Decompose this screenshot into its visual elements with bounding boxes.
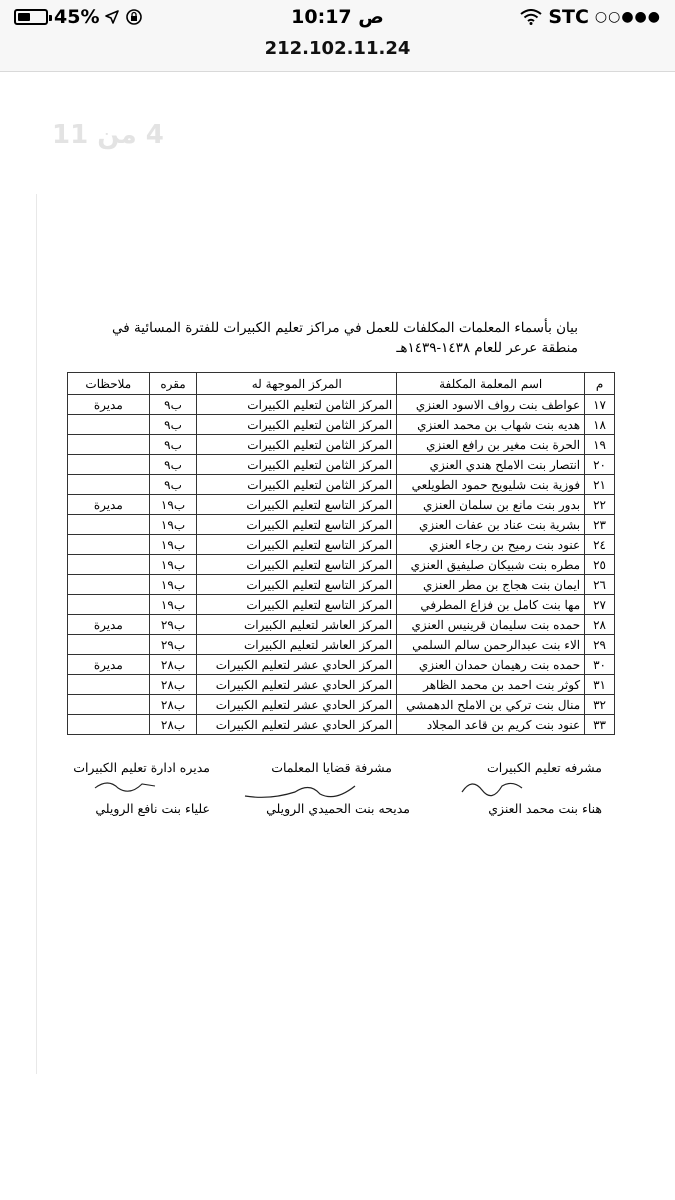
signature-middle <box>240 760 410 816</box>
wifi-icon <box>520 9 542 25</box>
signature-left-title: مديره ادارة تعليم الكبيرات <box>73 760 210 775</box>
header-center: المركز الموجهة له <box>197 373 397 395</box>
cell-number: ١٨ <box>585 415 615 435</box>
cell-headquarters: ب١٩ <box>149 555 197 575</box>
cell-name: حمده بنت سليمان قرينيس العنزي <box>397 615 585 635</box>
battery-percent: 45% <box>54 6 100 28</box>
cell-name: عنود بنت رميح بن رجاء العنزي <box>397 535 585 555</box>
cell-headquarters: ب٩ <box>149 475 197 495</box>
cell-number: ٢٣ <box>585 515 615 535</box>
cell-notes <box>68 475 150 495</box>
cell-name: منال بنت تركي بن الاملح الدهمشي <box>397 695 585 715</box>
cell-number: ٢٠ <box>585 455 615 475</box>
cell-headquarters: ب٢٩ <box>149 615 197 635</box>
cell-notes <box>68 595 150 615</box>
cell-headquarters: ب١٩ <box>149 515 197 535</box>
cell-notes <box>68 635 150 655</box>
cell-number: ٣٠ <box>585 655 615 675</box>
cell-number: ١٩ <box>585 435 615 455</box>
cell-center: المركز التاسع لتعليم الكبيرات <box>197 535 397 555</box>
cell-number: ٣٢ <box>585 695 615 715</box>
cell-center: المركز الثامن لتعليم الكبيرات <box>197 415 397 435</box>
cell-notes <box>68 675 150 695</box>
signature-scribble <box>452 772 532 802</box>
teachers-table <box>67 372 615 735</box>
cell-headquarters: ب٢٩ <box>149 635 197 655</box>
status-right <box>520 6 661 28</box>
cell-headquarters: ب١٩ <box>149 495 197 515</box>
table-row <box>68 595 615 615</box>
cell-number: ٣٣ <box>585 715 615 735</box>
cell-notes <box>68 535 150 555</box>
signature-scribble <box>240 772 360 804</box>
cell-name: بشرية بنت عناد بن عفات العنزي <box>397 515 585 535</box>
cell-notes <box>68 435 150 455</box>
title-line-2: منطقة عرعر للعام ١٤٣٨-١٤٣٩هـ <box>396 340 578 356</box>
cell-number: ٢٤ <box>585 535 615 555</box>
header-headquarters: مقره <box>149 373 197 395</box>
cell-notes: مديرة <box>68 495 150 515</box>
cell-center: المركز الثامن لتعليم الكبيرات <box>197 435 397 455</box>
cell-center: المركز التاسع لتعليم الكبيرات <box>197 575 397 595</box>
signature-right-name: هناء بنت محمد العنزي <box>488 801 602 816</box>
cell-center: المركز العاشر لتعليم الكبيرات <box>197 615 397 635</box>
signature-scribble <box>90 772 160 798</box>
table-row <box>68 655 615 675</box>
cell-headquarters: ب٢٨ <box>149 715 197 735</box>
cell-headquarters: ب١٩ <box>149 595 197 615</box>
cell-notes <box>68 455 150 475</box>
table-row <box>68 675 615 695</box>
table-row <box>68 495 615 515</box>
cell-notes <box>68 415 150 435</box>
header-number: م <box>585 373 615 395</box>
table-row <box>68 575 615 595</box>
cell-number: ١٧ <box>585 395 615 415</box>
table-row <box>68 695 615 715</box>
cell-notes: مديرة <box>68 615 150 635</box>
cell-headquarters: ب٩ <box>149 435 197 455</box>
carrier-name: STC <box>548 6 589 28</box>
cell-name: ايمان بنت هجاج بن مطر العنزي <box>397 575 585 595</box>
cell-number: ٢٨ <box>585 615 615 635</box>
table-row <box>68 715 615 735</box>
cell-name: بدور بنت مانع بن سلمان العنزي <box>397 495 585 515</box>
cell-center: المركز التاسع لتعليم الكبيرات <box>197 515 397 535</box>
table-row <box>68 435 615 455</box>
signature-right <box>452 760 602 816</box>
cell-name: فوزية بنت شليويح حمود الطويلعي <box>397 475 585 495</box>
cell-headquarters: ب١٩ <box>149 535 197 555</box>
header-notes: ملاحظات <box>68 373 150 395</box>
cell-number: ٢١ <box>585 475 615 495</box>
table-header-row <box>68 373 615 395</box>
cell-headquarters: ب٩ <box>149 455 197 475</box>
cell-headquarters: ب٩ <box>149 415 197 435</box>
signature-left-name: علياء بنت نافع الرويلي <box>95 801 210 816</box>
table-row <box>68 455 615 475</box>
cell-center: المركز الحادي عشر لتعليم الكبيرات <box>197 715 397 735</box>
table-row <box>68 615 615 635</box>
cell-number: ٢٥ <box>585 555 615 575</box>
cell-center: المركز الحادي عشر لتعليم الكبيرات <box>197 655 397 675</box>
cell-name: انتصار بنت الاملح هندي العنزي <box>397 455 585 475</box>
table-row <box>68 415 615 435</box>
page-counter: 4 من 11 <box>52 120 164 150</box>
table-row <box>68 555 615 575</box>
cell-notes <box>68 575 150 595</box>
signature-left <box>50 760 210 816</box>
cell-notes: مديرة <box>68 655 150 675</box>
table-body <box>68 395 615 735</box>
signature-middle-title: مشرفة قضايا المعلمات <box>271 760 392 775</box>
document-page <box>36 194 630 1074</box>
cell-name: عواطف بنت رواف الاسود العنزي <box>397 395 585 415</box>
cell-name: كوثر بنت احمد بن محمد الظاهر <box>397 675 585 695</box>
cell-number: ٣١ <box>585 675 615 695</box>
cell-center: المركز الثامن لتعليم الكبيرات <box>197 455 397 475</box>
cell-name: مها بنت كامل بن فزاع المطرفي <box>397 595 585 615</box>
cell-center: المركز الثامن لتعليم الكبيرات <box>197 475 397 495</box>
cell-number: ٢٦ <box>585 575 615 595</box>
cell-center: المركز التاسع لتعليم الكبيرات <box>197 555 397 575</box>
table-row <box>68 535 615 555</box>
status-time: 10:17 ص <box>291 6 384 28</box>
cell-name: الحرة بنت مغير بن رافع العنزي <box>397 435 585 455</box>
cell-notes: مديرة <box>68 395 150 415</box>
cell-name: حمده بنت رهيمان حمدان العنزي <box>397 655 585 675</box>
title-line-1: بيان بأسماء المعلمات المكلفات للعمل في مراكز تعليم الكبيرات للفترة المسائية في <box>112 320 578 336</box>
signature-right-title: مشرفه تعليم الكبيرات <box>487 760 602 775</box>
cell-name: عنود بنت كريم بن قاعد المجلاد <box>397 715 585 735</box>
cell-number: ٢٢ <box>585 495 615 515</box>
cell-center: المركز الثامن لتعليم الكبيرات <box>197 395 397 415</box>
table-row <box>68 475 615 495</box>
header-name: اسم المعلمة المكلفة <box>397 373 585 395</box>
table-row <box>68 395 615 415</box>
cell-notes <box>68 515 150 535</box>
cell-center: المركز التاسع لتعليم الكبيرات <box>197 595 397 615</box>
signature-middle-name: مديحه بنت الحميدي الرويلي <box>266 801 410 816</box>
cell-notes <box>68 715 150 735</box>
cell-headquarters: ب٢٨ <box>149 675 197 695</box>
cell-center: المركز العاشر لتعليم الكبيرات <box>197 635 397 655</box>
cell-name: مطره بنت شبيكان صليفيق العنزي <box>397 555 585 575</box>
cell-notes <box>68 555 150 575</box>
cell-headquarters: ب٢٨ <box>149 695 197 715</box>
cell-center: المركز الحادي عشر لتعليم الكبيرات <box>197 695 397 715</box>
cell-headquarters: ب٩ <box>149 395 197 415</box>
table-row <box>68 635 615 655</box>
cell-center: المركز الحادي عشر لتعليم الكبيرات <box>197 675 397 695</box>
cell-headquarters: ب٢٨ <box>149 655 197 675</box>
table-row <box>68 515 615 535</box>
status-bar <box>0 0 675 72</box>
signal-strength-icon: ○○●●● <box>594 9 661 25</box>
cell-number: ٢٩ <box>585 635 615 655</box>
cell-number: ٢٧ <box>585 595 615 615</box>
cell-headquarters: ب١٩ <box>149 575 197 595</box>
cell-name: هديه بنت شهاب بن محمد العنزي <box>397 415 585 435</box>
document-title <box>58 318 578 358</box>
cell-center: المركز التاسع لتعليم الكبيرات <box>197 495 397 515</box>
cell-notes <box>68 695 150 715</box>
address-url[interactable]: 212.102.11.24 <box>264 38 411 59</box>
cell-name: الاء بنت عبدالرحمن سالم السلمي <box>397 635 585 655</box>
